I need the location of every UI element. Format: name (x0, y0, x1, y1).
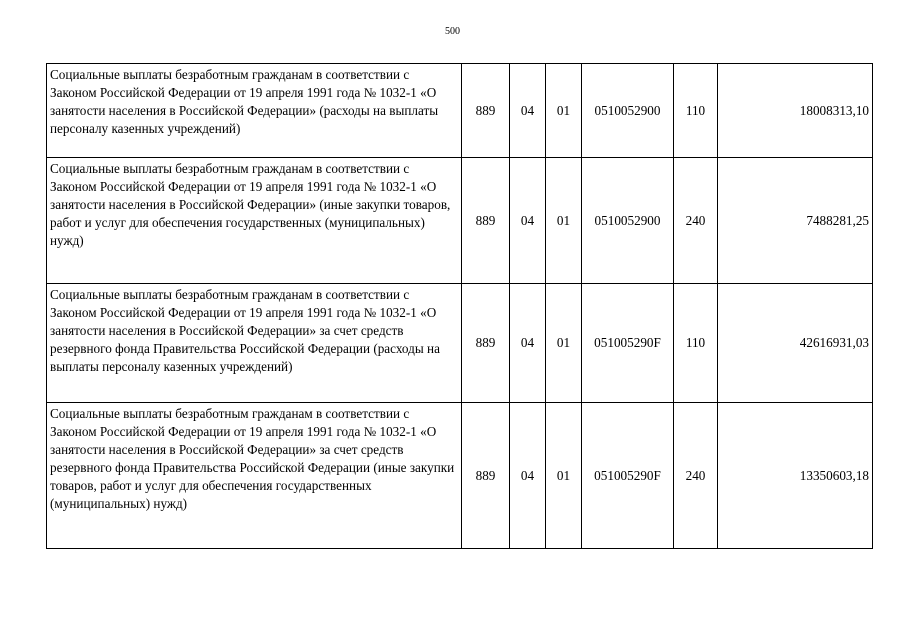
subsection-code: 01 (546, 284, 582, 403)
expense-type-code: 240 (674, 403, 718, 549)
amount-value: 13350603,18 (718, 403, 873, 549)
section-code: 04 (510, 403, 546, 549)
subsection-code: 01 (546, 158, 582, 284)
target-article-code: 051005290F (582, 403, 674, 549)
expense-type-code: 110 (674, 64, 718, 158)
subsection-code: 01 (546, 64, 582, 158)
section-code: 04 (510, 284, 546, 403)
section-code: 04 (510, 64, 546, 158)
table-row (47, 64, 873, 158)
expense-description: Социальные выплаты безработным гражданам в соответствии с Законом Российской Федерации от 19 апреля 1991 года № 1032-1 «О занятости населения в Российской Федерации» за счет средств резервного фонда Правительства Российской Федерации (расходы на выплаты персоналу казенных учреждений) (47, 284, 462, 403)
expense-description: Социальные выплаты безработным гражданам в соответствии с Законом Российской Федерации от 19 апреля 1991 года № 1032-1 «О занятости населения в Российской Федерации» за счет средств резервного фонда Правительства Российской Федерации (иные закупки товаров, работ и услуг для обеспечения государственных (муниципальных) нужд) (47, 403, 462, 549)
admin-code: 889 (462, 403, 510, 549)
amount-value: 42616931,03 (718, 284, 873, 403)
expense-type-code: 110 (674, 284, 718, 403)
subsection-code: 01 (546, 403, 582, 549)
table-row (47, 158, 873, 284)
budget-table (46, 63, 873, 549)
table-row (47, 284, 873, 403)
section-code: 04 (510, 158, 546, 284)
amount-value: 18008313,10 (718, 64, 873, 158)
amount-value: 7488281,25 (718, 158, 873, 284)
target-article-code: 051005290F (582, 284, 674, 403)
admin-code: 889 (462, 284, 510, 403)
target-article-code: 0510052900 (582, 158, 674, 284)
admin-code: 889 (462, 158, 510, 284)
target-article-code: 0510052900 (582, 64, 674, 158)
expense-type-code: 240 (674, 158, 718, 284)
expense-description: Социальные выплаты безработным гражданам в соответствии с Законом Российской Федерации от 19 апреля 1991 года № 1032-1 «О занятости населения в Российской Федерации» (расходы на выплаты персоналу казенных учреждений) (47, 64, 462, 158)
expense-description: Социальные выплаты безработным гражданам в соответствии с Законом Российской Федерации от 19 апреля 1991 года № 1032-1 «О занятости населения в Российской Федерации» (иные закупки товаров, работ и услуг для обеспечения государственных (муниципальных) нужд) (47, 158, 462, 284)
table-row (47, 403, 873, 549)
page-number: 500 (445, 26, 460, 37)
admin-code: 889 (462, 64, 510, 158)
